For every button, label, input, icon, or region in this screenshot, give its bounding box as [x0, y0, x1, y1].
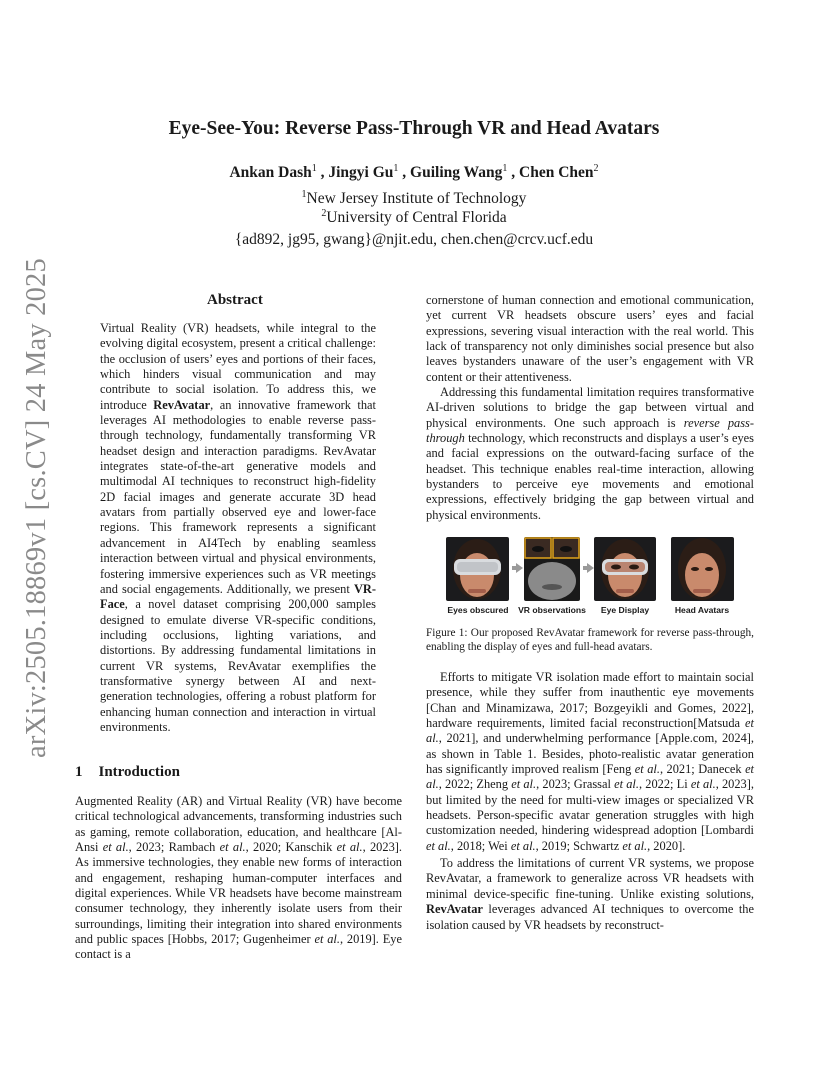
arxiv-identifier: arXiv:2505.18869v1 [cs.CV] 24 May 2025 — [21, 258, 52, 758]
body-text: To address the limitations of current VR systems, we propose RevAvatar, a framework to generalize across VR headsets with minimal device-specific fine-tuning. Unlike existing solutions, — [426, 856, 754, 901]
body-text: , 2018; Wei — [450, 838, 511, 853]
citation-etal: et al. — [426, 838, 451, 853]
author-affiliation-mark: 2 — [593, 163, 599, 174]
body-text: , 2023; Grassal — [536, 777, 615, 792]
author-name: Chen Chen — [519, 164, 594, 182]
affiliation-line — [0, 189, 828, 208]
citation-etal: et al. — [622, 838, 648, 853]
citation-etal: et al. — [614, 777, 639, 792]
author-name: Ankan Dash — [229, 164, 312, 182]
intro-text: , 2020; Kanschik — [245, 840, 337, 855]
author-separator: , — [398, 164, 411, 182]
body-text: Addressing this fundamental limitation requires transformative AI-driven solutions to bridge the gap between virtual and physical environments. One such approach is — [426, 385, 754, 430]
figure-image-eyes-obscured — [446, 537, 509, 601]
intro-text: , 2019]. Eye contact is a — [75, 932, 403, 962]
author-emails: {ad892, jg95, gwang}@njit.edu, chen.chen@crcv.ucf.edu — [234, 231, 594, 248]
body-text: , 2022; Zheng — [438, 777, 512, 792]
figure-image-head-avatar — [671, 537, 734, 601]
author-name: Guiling Wang — [410, 164, 503, 182]
body-text: , 2023], but limited by the need for multi-view images or specialized VR headsets. Person-specific avatar generation struggles with high customization needed, hindering widespread adoption [Lombardi — [426, 777, 754, 838]
figure-1 — [426, 533, 754, 623]
body-text: leverages advanced AI techniques to overcome the isolation caused by VR headsets by reconstruct- — [426, 902, 754, 932]
figure-label: Eye Display — [600, 605, 650, 615]
author-affiliation-mark: 1 — [393, 163, 399, 174]
author-separator: , — [507, 164, 519, 182]
face-with-eye-display-icon — [594, 537, 656, 601]
abstract-text: Virtual Reality (VR) headsets, while integral to the evolving digital ecosystem, present a critical challenge: the occlusion of users’ eyes and portions of their faces, which hinders visual communication and may contribute to social isolation. To address this, we introduce — [100, 321, 376, 412]
intro-body — [75, 794, 402, 963]
citation-etal: et al. — [426, 762, 755, 792]
citation-etal: et al. — [634, 762, 660, 777]
figure-label: Head Avatars — [674, 605, 730, 615]
body-text: , 2022; Li — [638, 777, 691, 792]
body-text: , 2021; Danecek — [659, 762, 746, 777]
body-text: , 2021], and underwhelming performance [Apple.com, 2024], as shown in Table 1. Besides, photo-realistic avatar generation has significantly improved realism [Feng — [426, 731, 754, 777]
head-avatar-icon — [671, 537, 734, 601]
abstract-emphasis: RevAvatar — [153, 397, 211, 412]
citation-etal: et al. — [690, 777, 716, 792]
author-name: Jingyi Gu — [328, 164, 394, 182]
intro-citation-etal: et al. — [336, 840, 363, 855]
intro-citation-etal: et al. — [219, 840, 246, 855]
abstract-heading: Abstract — [207, 292, 263, 308]
section-title: Introduction — [98, 764, 180, 780]
body-text: , 2020]. — [647, 838, 686, 853]
face-with-headset-icon — [446, 537, 509, 601]
figure-label: VR observations — [518, 605, 586, 615]
citation-etal: et al. — [426, 716, 754, 746]
affiliation-line — [0, 208, 828, 227]
vr-camera-crops-icon — [524, 537, 580, 601]
author-affiliation-mark: 1 — [311, 163, 317, 174]
affiliation-mark: 1 — [301, 189, 307, 200]
abstract-body — [100, 321, 376, 735]
right-column-text-lower — [426, 670, 754, 933]
author-affiliation-mark: 1 — [502, 163, 508, 174]
body-text: technology, which reconstructs and displays a user’s eyes and facial expressions on the outward-facing surface of the headset. This technique enables real-time interaction, allowing bystanders to perceive eye movements and emotional expressions, effectively bridging the gap between virtual and physical environments. — [426, 431, 754, 522]
figure-image-vr-observations — [524, 537, 580, 601]
citation-etal: et al. — [511, 777, 537, 792]
affiliation-text: New Jersey Institute of Technology — [306, 190, 527, 208]
body-emphasis: RevAvatar — [426, 902, 483, 917]
author-separator: , — [316, 164, 329, 182]
paper-title: Eye-See-You: Reverse Pass-Through VR and Head Avatars — [168, 118, 660, 139]
body-text: cornerstone of human connection and emotional communication, yet current VR headsets obscure users’ eyes and facial expressions, severing visual interaction with the real world. This lack of transparency not only diminishes social presence but also leaves bystanders unaware of the user’s engagement with VR content or their attentiveness. — [426, 293, 754, 384]
figure-label: Eyes obscured — [447, 605, 509, 615]
body-text: , 2019; Schwartz — [535, 838, 623, 853]
section-heading — [75, 764, 180, 781]
abstract-emphasis: VR-Face — [100, 581, 376, 612]
affiliation-text: University of Central Florida — [326, 209, 507, 227]
abstract-text: , an innovative framework that leverages AI methodologies to enable reverse pass-through technology, fundamentally transforming VR headset design and interaction paradigms. RevAvatar integrates state-of-the-art generative models and multimodal AI techniques to reconstruct high-fidelity 2D facial images and generate accurate 3D head avatars from partially observed eye and lower-face regions. This framework represents a significant advancement in AI4Tech by enabling seamless interaction between virtual and physical environments, fostering immersive experiences such as VR meetings and social engagements. Additionally, we present — [100, 397, 376, 596]
intro-citation-etal: et al. — [102, 840, 129, 855]
figure-caption: Figure 1: Our proposed RevAvatar framework for reverse pass-through, enabling the display of eyes and full-head avatars. — [426, 627, 754, 654]
body-text: Efforts to mitigate VR isolation made effort to maintain social presence, while they suffer from inauthentic eye movements [Chan and Minamizawa, 2017; Bozgeyikli and Gomes, 2022], hardware requirements, limited facial reconstruction[Matsuda — [426, 670, 754, 731]
author-list — [0, 163, 828, 182]
intro-citation-etal: et al. — [314, 932, 340, 947]
abstract-text: , a novel dataset comprising 200,000 samples designed to emulate diverse VR-specific conditions, including occlusions, lighting variations, and distortions. By addressing fundamental limitations in current VR systems, RevAvatar exemplifies the transformative synergy between AI and next-generation technologies, offering a robust platform for enhancing human connection and interaction in virtual environments. — [100, 597, 376, 734]
intro-text: Augmented Reality (AR) and Virtual Reality (VR) have become critical technological advancements, transforming industries such as gaming, remote collaboration, education, and healthcare [Al-Ansi — [75, 794, 402, 855]
figure-image-eye-display — [594, 537, 656, 601]
body-emphasis: reverse pass-through — [426, 415, 755, 446]
intro-text: , 2023]. As immersive technologies, they enable new forms of interaction and engagement, reshaping human-computer interfaces and digital experiences. While VR headsets have become mainstream consumer technology, they inherently isolate users from their surroundings, limiting their integration into shared environments and public spaces [Hobbs, 2017; Gugenheimer — [75, 840, 402, 947]
citation-etal: et al. — [510, 838, 536, 853]
affiliation-mark: 2 — [321, 208, 327, 219]
right-column-text — [426, 293, 754, 523]
intro-text: , 2023; Rambach — [128, 840, 220, 855]
section-number: 1 — [75, 764, 83, 780]
